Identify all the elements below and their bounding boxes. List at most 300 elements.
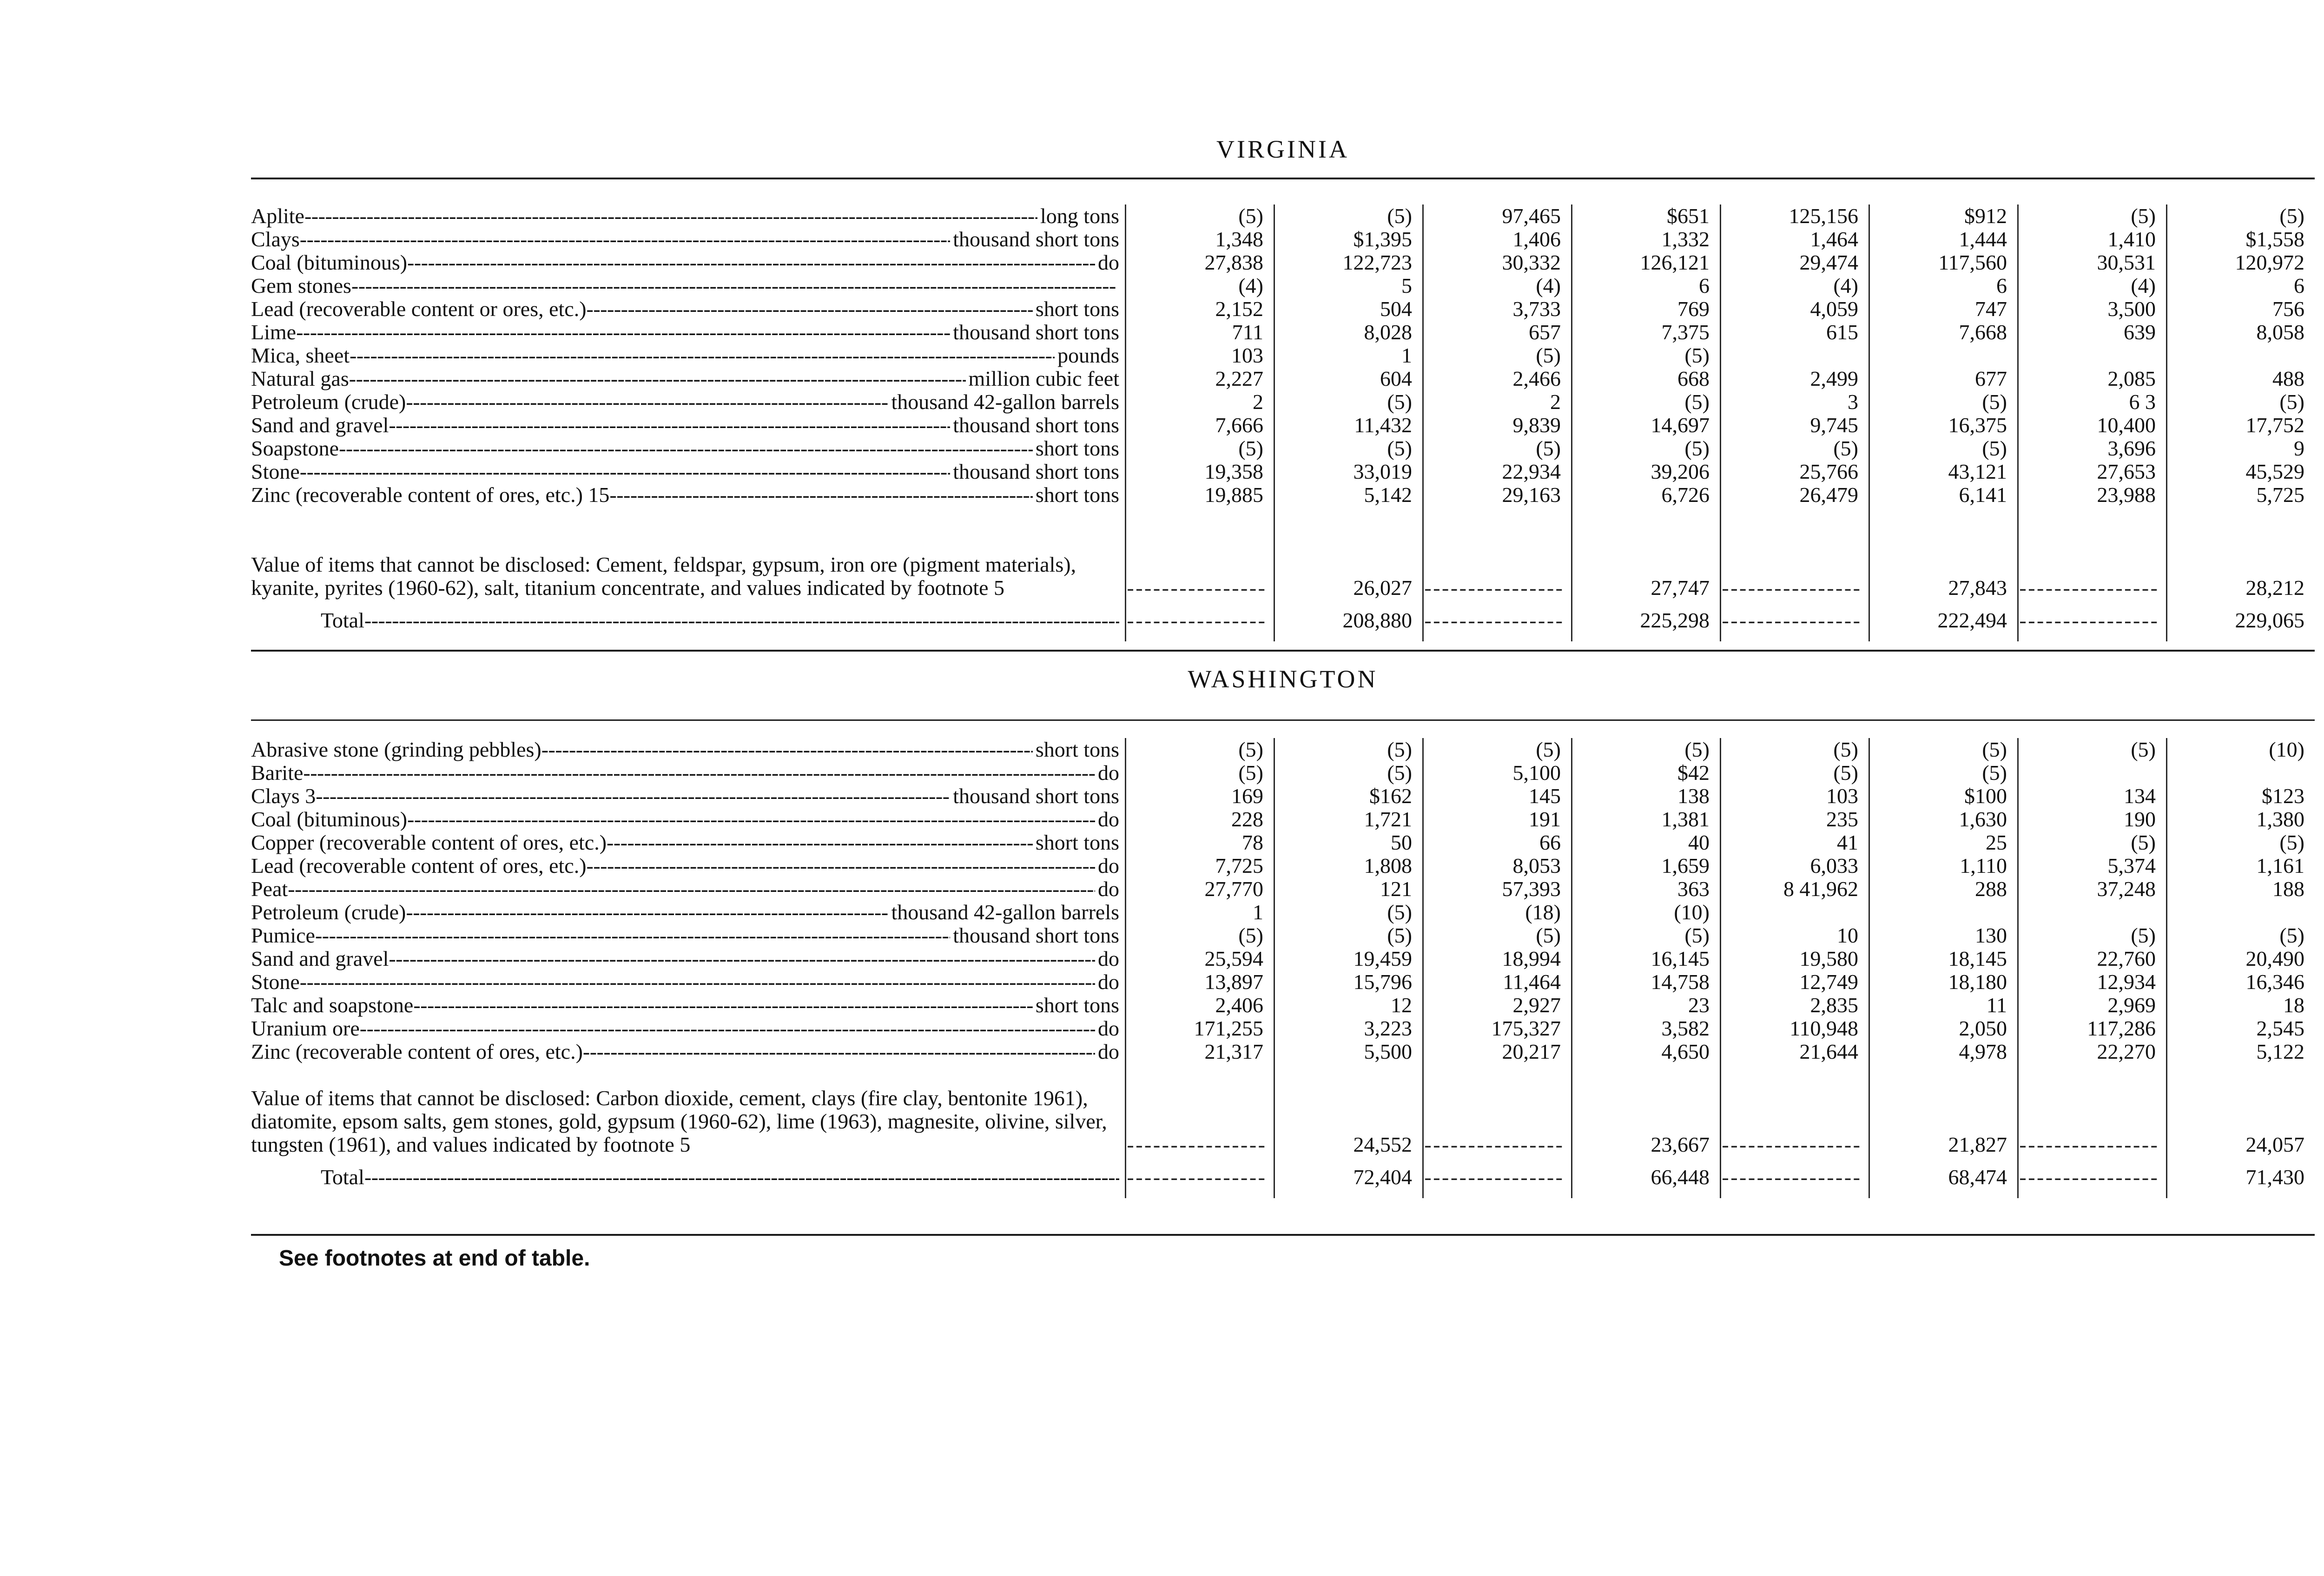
value-cell: 29,163 — [1422, 483, 1571, 507]
commodity-name: Uranium ore — [251, 1017, 360, 1040]
value-cell: 235 — [1720, 808, 1868, 831]
value-cell: 57,393 — [1422, 877, 1571, 901]
total-label — [251, 600, 1125, 641]
table-row — [251, 274, 2315, 297]
value-cell: (5) — [1422, 738, 1571, 761]
value-cell: 228 — [1125, 808, 1274, 831]
unit-label: do — [1098, 808, 1119, 831]
dot-leader — [364, 1156, 1119, 1198]
value-cell: $100 — [1868, 785, 2017, 808]
value-cell: (5) — [2017, 204, 2166, 228]
value-cell: 23 — [1571, 994, 1720, 1017]
value-cell: 21,317 — [1125, 1040, 1274, 1063]
table-row — [251, 204, 2315, 228]
value-cell: 121 — [1274, 877, 1422, 901]
commodity-name: Barite — [251, 761, 304, 785]
unit-label: short tons — [1035, 831, 1119, 854]
value-cell: (5) — [2166, 204, 2315, 228]
value-cell: 138 — [1571, 785, 1720, 808]
footnote-text: See footnotes at end of table. — [279, 1246, 590, 1271]
row-label — [251, 738, 1125, 761]
total-label — [251, 1156, 1125, 1198]
value-cell: 110,948 — [1720, 1017, 1868, 1040]
value-cell — [1720, 1063, 1868, 1156]
value-cell: 103 — [1125, 344, 1274, 367]
commodity-name: Lime — [251, 321, 297, 344]
total-value-cell: 66,448 — [1571, 1156, 1720, 1198]
table-row — [251, 251, 2315, 274]
value-cell: 756 — [2166, 297, 2315, 321]
value-cell: (5) — [1274, 204, 1422, 228]
value-cell: 5,500 — [1274, 1040, 1422, 1063]
value-cell: (5) — [2166, 924, 2315, 947]
unit-label: short tons — [1035, 297, 1119, 321]
value-cell: (5) — [1571, 344, 1720, 367]
table-row — [251, 1017, 2315, 1040]
dot-leader — [406, 390, 888, 414]
value-cell: 2,835 — [1720, 994, 1868, 1017]
unit-label: do — [1098, 877, 1119, 901]
unit-label: do — [1098, 947, 1119, 970]
value-cell: (5) — [1720, 437, 1868, 460]
value-cell: 33,019 — [1274, 460, 1422, 483]
value-cell: $1,395 — [1274, 228, 1422, 251]
value-cell: 126,121 — [1571, 251, 1720, 274]
value-cell: 20,217 — [1422, 1040, 1571, 1063]
value-cell: 1,110 — [1868, 854, 2017, 877]
unit-label: thousand short tons — [953, 321, 1119, 344]
value-cell: 50 — [1274, 831, 1422, 854]
undisclosed-row — [251, 1063, 2315, 1156]
undisclosed-text: Value of items that cannot be disclosed: Carbon dioxide, cement, clays (fire clay, bentonite 1961), diatomite, epsom salts, gem stones, gold, gypsum (1960-62), lime (1963), magnesite, olivine, silver, tungsten (1961), and values indicated by footnote 5 — [251, 1087, 1107, 1156]
value-cell: (5) — [1571, 437, 1720, 460]
value-cell: 14,697 — [1571, 414, 1720, 437]
value-cell: 29,474 — [1720, 251, 1868, 274]
value-cell: 615 — [1720, 321, 1868, 344]
value-cell: 21,644 — [1720, 1040, 1868, 1063]
commodity-name: Gem stones — [251, 274, 351, 297]
value-cell: 18 — [2166, 994, 2315, 1017]
row-label — [251, 204, 1125, 228]
value-cell: 25,766 — [1720, 460, 1868, 483]
value-cell: 288 — [1868, 877, 2017, 901]
dot-leader — [587, 854, 1095, 877]
row-label — [251, 321, 1125, 344]
value-cell: 12,934 — [2017, 970, 2166, 994]
value-cell — [1125, 1063, 1274, 1156]
commodity-name: Copper (recoverable content of ores, etc.) — [251, 831, 607, 854]
value-cell: 78 — [1125, 831, 1274, 854]
value-cell: 30,332 — [1422, 251, 1571, 274]
value-cell: 3,696 — [2017, 437, 2166, 460]
value-cell — [2166, 344, 2315, 367]
value-cell: 190 — [2017, 808, 2166, 831]
value-cell: 1,406 — [1422, 228, 1571, 251]
value-cell: 171,255 — [1125, 1017, 1274, 1040]
value-cell: 2,050 — [1868, 1017, 2017, 1040]
row-label — [251, 344, 1125, 367]
dot-leader — [413, 994, 1032, 1017]
unit-label: do — [1098, 854, 1119, 877]
commodity-name: Lead (recoverable content or ores, etc.) — [251, 297, 587, 321]
dot-leader — [407, 808, 1095, 831]
value-cell: 22,934 — [1422, 460, 1571, 483]
row-label — [251, 761, 1125, 785]
section-title-virginia: VIRGINIA — [1216, 135, 1349, 163]
dot-leader — [389, 947, 1095, 970]
commodity-name: Lead (recoverable content of ores, etc.) — [251, 854, 587, 877]
value-cell: (5) — [1868, 437, 2017, 460]
value-cell: 9,839 — [1422, 414, 1571, 437]
value-cell: (5) — [2166, 831, 2315, 854]
dot-leader — [607, 831, 1033, 854]
value-cell: 26,027 — [1274, 507, 1422, 600]
table-row — [251, 854, 2315, 877]
value-cell: 657 — [1422, 321, 1571, 344]
dot-leader — [288, 877, 1095, 901]
commodity-name: Peat — [251, 877, 288, 901]
row-label — [251, 947, 1125, 970]
value-cell: (4) — [1422, 274, 1571, 297]
value-cell: (5) — [1125, 761, 1274, 785]
value-cell: 24,057 — [2166, 1063, 2315, 1156]
unit-label: short tons — [1035, 738, 1119, 761]
value-cell: 639 — [2017, 321, 2166, 344]
value-cell: 28,212 — [2166, 507, 2315, 600]
value-cell: (5) — [1274, 901, 1422, 924]
value-cell: 21,827 — [1868, 1063, 2017, 1156]
total-value-cell — [1720, 1156, 1868, 1198]
unit-label: do — [1098, 761, 1119, 785]
value-cell: 1 — [1125, 901, 1274, 924]
value-cell: 2,499 — [1720, 367, 1868, 390]
commodity-name: Petroleum (crude) — [251, 901, 406, 924]
value-cell: $651 — [1571, 204, 1720, 228]
unit-label: pounds — [1057, 344, 1119, 367]
row-label — [251, 460, 1125, 483]
value-cell: 169 — [1125, 785, 1274, 808]
value-cell: 18,180 — [1868, 970, 2017, 994]
value-cell: 5,122 — [2166, 1040, 2315, 1063]
total-value-cell — [1422, 600, 1571, 641]
commodity-name: Zinc (recoverable content of ores, etc.) 15 — [251, 483, 610, 507]
value-cell: (5) — [1422, 924, 1571, 947]
dot-leader — [316, 785, 950, 808]
value-cell: 668 — [1571, 367, 1720, 390]
table-row — [251, 460, 2315, 483]
table-section-rule — [251, 650, 2315, 652]
dot-leader — [300, 460, 950, 483]
value-cell: 41 — [1720, 831, 1868, 854]
commodity-name: Petroleum (crude) — [251, 390, 406, 414]
table-row — [251, 785, 2315, 808]
value-cell: 37,248 — [2017, 877, 2166, 901]
row-label — [251, 251, 1125, 274]
unit-label: thousand short tons — [953, 460, 1119, 483]
value-cell: 3,223 — [1274, 1017, 1422, 1040]
value-cell: 130 — [1868, 924, 2017, 947]
value-cell — [2017, 901, 2166, 924]
value-cell: (10) — [2166, 738, 2315, 761]
value-cell: (4) — [1720, 274, 1868, 297]
commodity-name: Zinc (recoverable content of ores, etc.) — [251, 1040, 583, 1063]
value-cell: 25,594 — [1125, 947, 1274, 970]
value-cell: 1,348 — [1125, 228, 1274, 251]
value-cell: (5) — [1422, 437, 1571, 460]
value-cell: 1,381 — [1571, 808, 1720, 831]
value-cell: 8,053 — [1422, 854, 1571, 877]
value-cell: (5) — [1274, 437, 1422, 460]
dot-leader — [300, 228, 950, 251]
table-row — [251, 390, 2315, 414]
total-name: Total — [321, 608, 364, 632]
commodity-name: Sand and gravel — [251, 414, 389, 437]
value-cell: 363 — [1571, 877, 1720, 901]
value-cell: 19,885 — [1125, 483, 1274, 507]
dot-leader — [303, 761, 1095, 785]
table-row — [251, 924, 2315, 947]
value-cell: 2,545 — [2166, 1017, 2315, 1040]
value-cell: 122,723 — [1274, 251, 1422, 274]
dot-leader — [360, 1017, 1095, 1040]
value-cell: 3 — [1720, 390, 1868, 414]
value-cell: 22,760 — [2017, 947, 2166, 970]
value-cell: (18) — [1422, 901, 1571, 924]
dot-leader — [583, 1040, 1095, 1063]
row-label — [251, 924, 1125, 947]
row-label — [251, 831, 1125, 854]
value-cell: 2,085 — [2017, 367, 2166, 390]
value-cell: 23,667 — [1571, 1063, 1720, 1156]
value-cell: 20,490 — [2166, 947, 2315, 970]
commodity-name: Abrasive stone (grinding pebbles) — [251, 738, 541, 761]
row-label — [251, 1017, 1125, 1040]
dot-leader — [407, 251, 1095, 274]
total-value-cell: 71,430 — [2166, 1156, 2315, 1198]
value-cell: 25 — [1868, 831, 2017, 854]
row-label — [251, 390, 1125, 414]
table-row — [251, 947, 2315, 970]
commodity-name: Sand and gravel — [251, 947, 389, 970]
value-cell: 19,580 — [1720, 947, 1868, 970]
value-cell: (4) — [1125, 274, 1274, 297]
table-row — [251, 738, 2315, 761]
value-cell: 97,465 — [1422, 204, 1571, 228]
value-cell: 747 — [1868, 297, 2017, 321]
unit-label: thousand short tons — [953, 414, 1119, 437]
value-cell: 2 — [1125, 390, 1274, 414]
value-cell: (5) — [1274, 924, 1422, 947]
value-cell: 10,400 — [2017, 414, 2166, 437]
unit-label: short tons — [1035, 437, 1119, 460]
commodity-name: Talc and soapstone — [251, 994, 414, 1017]
value-cell: 125,156 — [1720, 204, 1868, 228]
table-row — [251, 344, 2315, 367]
value-cell: (5) — [1422, 344, 1571, 367]
unit-label: thousand short tons — [953, 228, 1119, 251]
value-cell — [2017, 1063, 2166, 1156]
unit-label: do — [1098, 1040, 1119, 1063]
undisclosed-label — [251, 553, 1125, 600]
value-cell: 488 — [2166, 367, 2315, 390]
value-cell: 16,375 — [1868, 414, 2017, 437]
dot-leader — [315, 924, 950, 947]
row-label — [251, 901, 1125, 924]
value-cell: 12 — [1274, 994, 1422, 1017]
table-bottom-rule — [251, 1234, 2315, 1236]
value-cell — [2017, 507, 2166, 600]
value-cell: 5,374 — [2017, 854, 2166, 877]
value-cell: (5) — [1125, 437, 1274, 460]
total-name: Total — [321, 1165, 364, 1189]
dot-leader — [351, 274, 1116, 297]
row-label — [251, 367, 1125, 390]
value-cell: 2,927 — [1422, 994, 1571, 1017]
value-cell: 117,286 — [2017, 1017, 2166, 1040]
value-cell — [2166, 761, 2315, 785]
dot-leader — [587, 297, 1033, 321]
row-label — [251, 483, 1125, 507]
value-cell: 5,725 — [2166, 483, 2315, 507]
value-cell: 8 41,962 — [1720, 877, 1868, 901]
total-value-cell: 229,065 — [2166, 600, 2315, 641]
value-cell: 3,500 — [2017, 297, 2166, 321]
dot-leader — [364, 600, 1119, 641]
value-cell: 27,838 — [1125, 251, 1274, 274]
row-label — [251, 785, 1125, 808]
value-cell: 6 — [2166, 274, 2315, 297]
value-cell: 711 — [1125, 321, 1274, 344]
value-cell: $1,558 — [2166, 228, 2315, 251]
unit-label: thousand 42-gallon barrels — [891, 390, 1119, 414]
commodity-name: Soapstone — [251, 437, 339, 460]
value-cell: 120,972 — [2166, 251, 2315, 274]
row-label — [251, 297, 1125, 321]
value-cell: 43,121 — [1868, 460, 2017, 483]
table-row — [251, 970, 2315, 994]
value-cell: 11,464 — [1422, 970, 1571, 994]
virginia-table — [251, 204, 2315, 641]
value-cell: 2,969 — [2017, 994, 2166, 1017]
unit-label: long tons — [1040, 204, 1119, 228]
total-value-cell — [2017, 1156, 2166, 1198]
total-row — [251, 600, 2315, 641]
value-cell: 1,464 — [1720, 228, 1868, 251]
value-cell: 27,747 — [1571, 507, 1720, 600]
value-cell: 16,346 — [2166, 970, 2315, 994]
value-cell: 7,668 — [1868, 321, 2017, 344]
commodity-name: Clays — [251, 228, 300, 251]
value-cell: 14,758 — [1571, 970, 1720, 994]
value-cell: 7,375 — [1571, 321, 1720, 344]
value-cell: (5) — [2017, 738, 2166, 761]
value-cell — [1720, 507, 1868, 600]
value-cell: (10) — [1571, 901, 1720, 924]
table-row — [251, 414, 2315, 437]
total-value-cell — [1125, 1156, 1274, 1198]
value-cell: 677 — [1868, 367, 2017, 390]
value-cell: 15,796 — [1274, 970, 1422, 994]
value-cell: 175,327 — [1422, 1017, 1571, 1040]
value-cell: 11 — [1868, 994, 2017, 1017]
value-cell: 2,152 — [1125, 297, 1274, 321]
value-cell: 504 — [1274, 297, 1422, 321]
value-cell — [2017, 761, 2166, 785]
washington-table — [251, 738, 2315, 1198]
commodity-name: Stone — [251, 460, 300, 483]
value-cell: 10 — [1720, 924, 1868, 947]
value-cell: (4) — [2017, 274, 2166, 297]
value-cell: 4,059 — [1720, 297, 1868, 321]
value-cell: 5,100 — [1422, 761, 1571, 785]
value-cell: 22,270 — [2017, 1040, 2166, 1063]
value-cell — [1720, 344, 1868, 367]
value-cell: 1,721 — [1274, 808, 1422, 831]
value-cell: 6,141 — [1868, 483, 2017, 507]
dot-leader — [304, 204, 1037, 228]
value-cell: 1,410 — [2017, 228, 2166, 251]
table-row — [251, 367, 2315, 390]
table-row — [251, 297, 2315, 321]
table-row — [251, 761, 2315, 785]
commodity-name: Aplite — [251, 204, 304, 228]
value-cell: 3,733 — [1422, 297, 1571, 321]
value-cell: 1 — [1274, 344, 1422, 367]
value-cell: 1,630 — [1868, 808, 2017, 831]
row-label — [251, 1040, 1125, 1063]
total-value-cell: 72,404 — [1274, 1156, 1422, 1198]
value-cell: 3,582 — [1571, 1017, 1720, 1040]
table-row — [251, 1040, 2315, 1063]
value-cell: 12,749 — [1720, 970, 1868, 994]
value-cell: 39,206 — [1571, 460, 1720, 483]
unit-label: do — [1098, 1017, 1119, 1040]
commodity-name: Coal (bituminous) — [251, 251, 408, 274]
unit-label: million cubic feet — [968, 367, 1119, 390]
value-cell: 24,552 — [1274, 1063, 1422, 1156]
value-cell: (5) — [1571, 924, 1720, 947]
value-cell: 7,725 — [1125, 854, 1274, 877]
total-value-cell — [1125, 600, 1274, 641]
unit-label: thousand short tons — [953, 785, 1119, 808]
value-cell — [1868, 344, 2017, 367]
table-row — [251, 994, 2315, 1017]
value-cell: 8,028 — [1274, 321, 1422, 344]
value-cell: (5) — [1274, 390, 1422, 414]
total-value-cell — [1720, 600, 1868, 641]
value-cell: 604 — [1274, 367, 1422, 390]
row-label — [251, 437, 1125, 460]
value-cell: 2,406 — [1125, 994, 1274, 1017]
total-value-cell — [1422, 1156, 1571, 1198]
undisclosed-text: Value of items that cannot be disclosed: Cement, feldspar, gypsum, iron ore (pigment materials), kyanite, pyrites (1960-62), salt, titanium concentrate, and values indicated by footnote 5 — [251, 553, 1076, 600]
value-cell: (5) — [1125, 924, 1274, 947]
dot-leader — [350, 344, 1055, 367]
table-row — [251, 483, 2315, 507]
row-label — [251, 274, 1125, 297]
value-cell: 6,033 — [1720, 854, 1868, 877]
value-cell: (5) — [2017, 924, 2166, 947]
total-value-cell: 208,880 — [1274, 600, 1422, 641]
unit-label: thousand 42-gallon barrels — [891, 901, 1119, 924]
value-cell: (5) — [2017, 831, 2166, 854]
unit-label: short tons — [1035, 483, 1119, 507]
value-cell: 103 — [1720, 785, 1868, 808]
value-cell: 4,650 — [1571, 1040, 1720, 1063]
value-cell: 2 — [1422, 390, 1571, 414]
dot-leader — [389, 414, 950, 437]
commodity-name: Clays 3 — [251, 785, 316, 808]
